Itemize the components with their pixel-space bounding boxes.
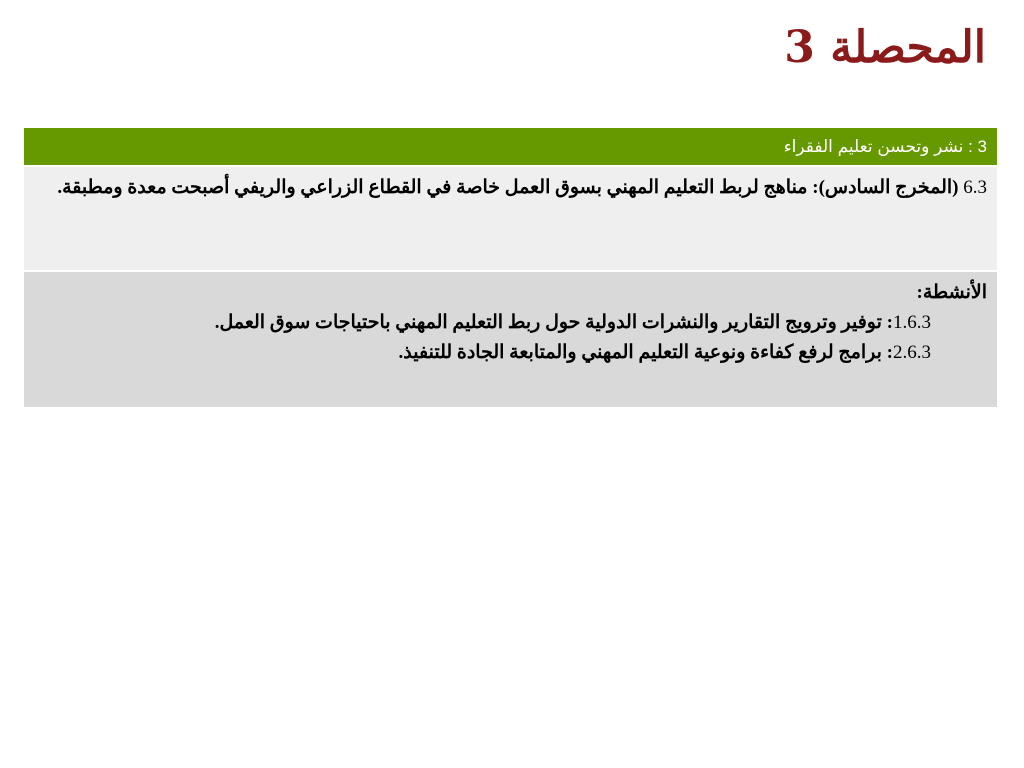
- activities-label: الأنشطة:: [916, 282, 987, 303]
- activity-item-1: [34, 308, 987, 338]
- outcome-row: [24, 165, 997, 270]
- activities-row: [24, 270, 997, 407]
- table-header-text: 3 : نشر وتحسن تعليم الفقراء: [783, 137, 987, 156]
- table-header-row: [24, 128, 997, 165]
- activity-number: 1.6.3: [893, 312, 931, 333]
- outcome-table: [24, 128, 997, 407]
- outcome-number: 6.3: [963, 177, 987, 198]
- slide-title: المحصلة 3: [784, 22, 986, 73]
- activity-item-2: [34, 338, 987, 368]
- activity-text: : توفير وترويج التقارير والنشرات الدولية حول ربط التعليم المهني باحتياجات سوق العمل.: [214, 312, 893, 333]
- activity-text: : برامج لرفع كفاءة ونوعية التعليم المهني والمتابعة الجادة للتنفيذ.: [398, 342, 893, 363]
- outcome-text: (المخرج السادس): مناهج لربط التعليم المهني بسوق العمل خاصة في القطاع الزراعي والريفي أصبحت معدة ومطبقة.: [57, 177, 959, 198]
- activity-number: 2.6.3: [893, 342, 931, 363]
